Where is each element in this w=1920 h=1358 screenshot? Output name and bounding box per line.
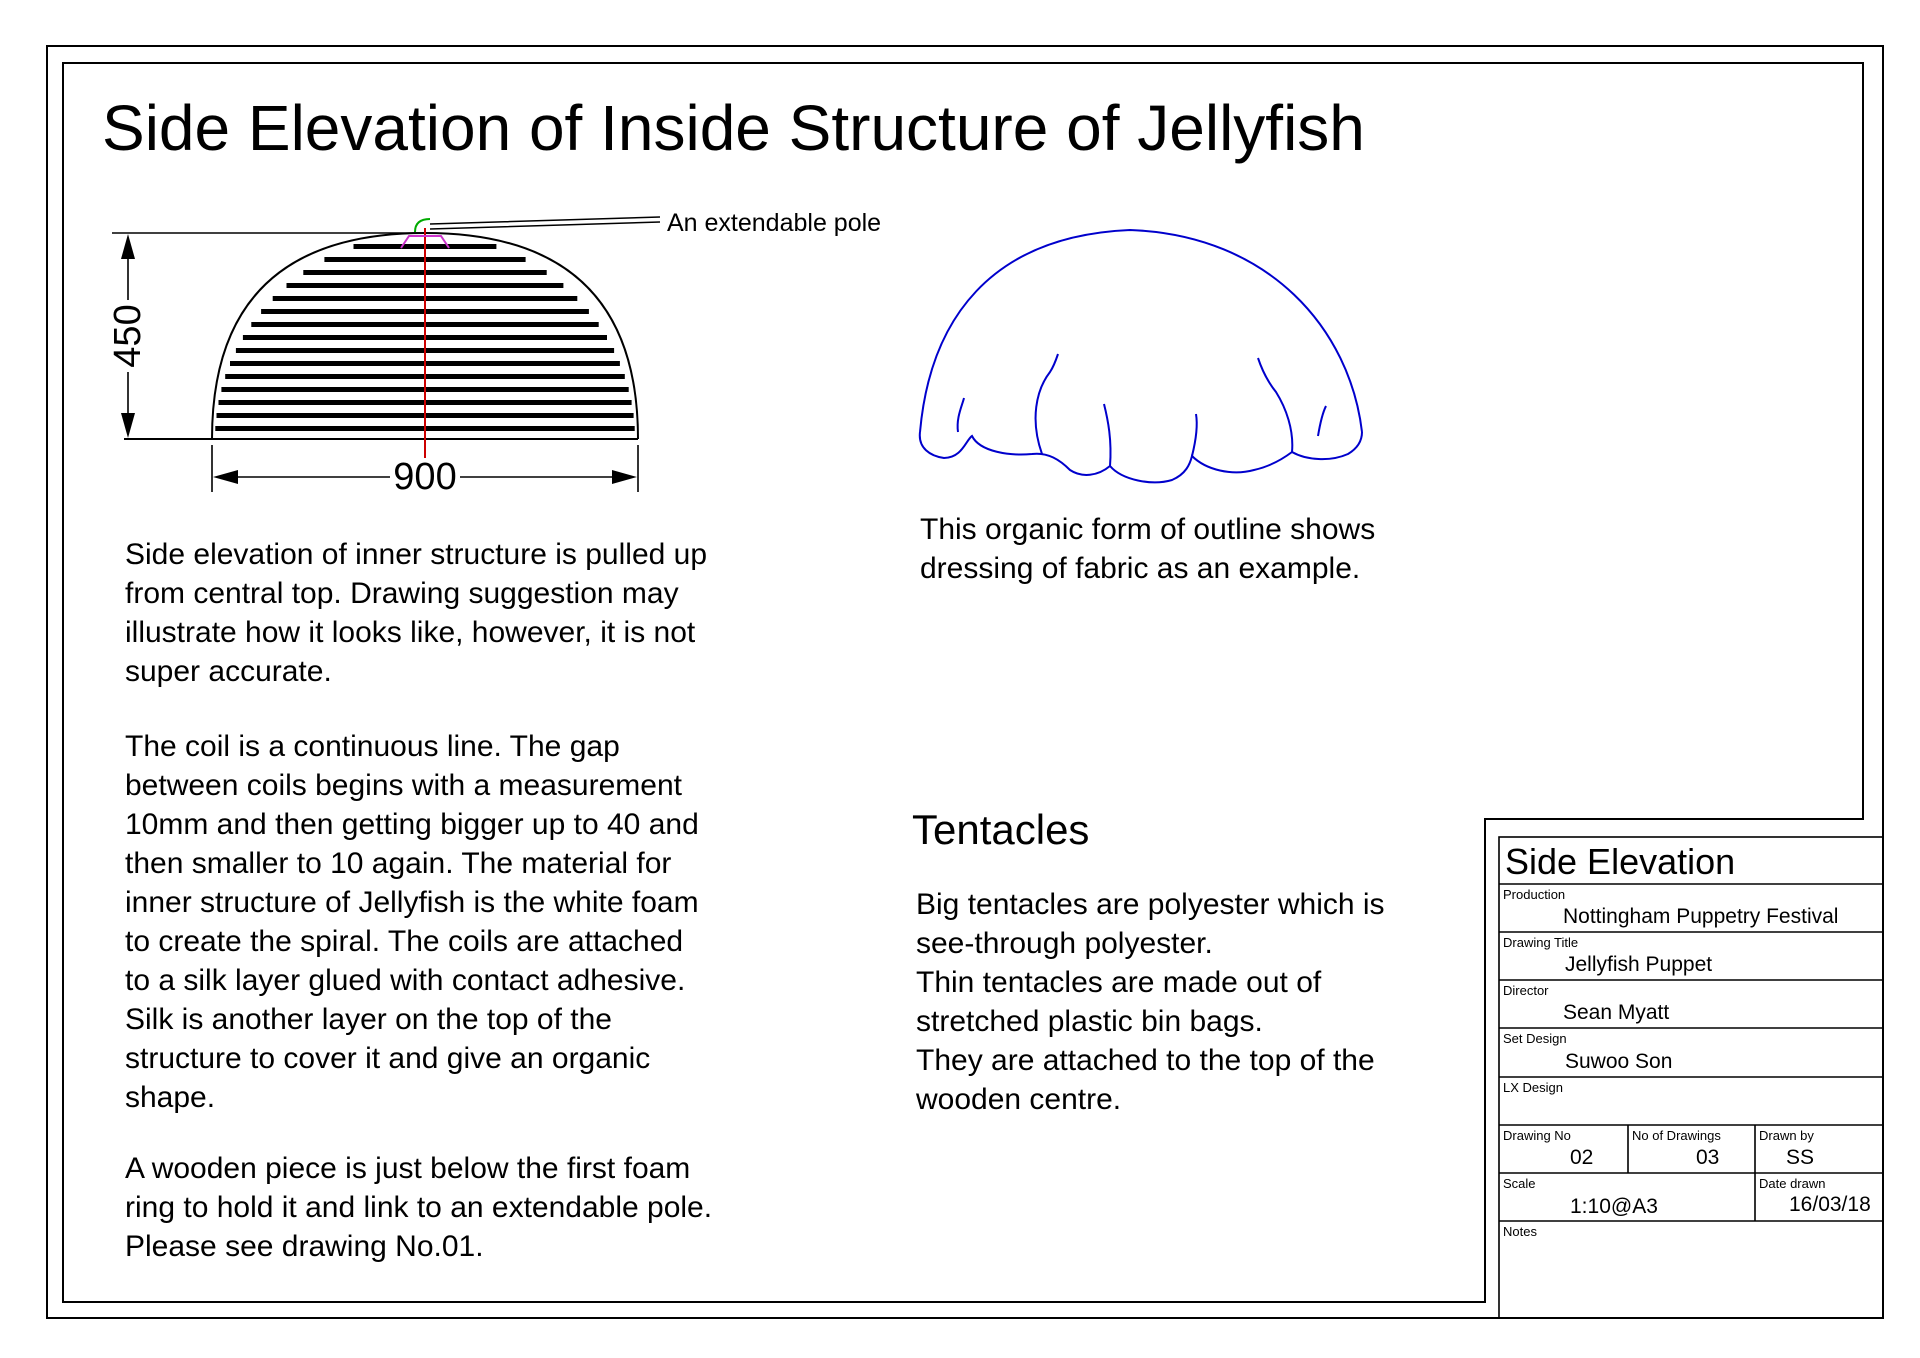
director-value: Sean Myatt	[1563, 1001, 1670, 1024]
date-drawn-value: 16/03/18	[1789, 1193, 1871, 1216]
coil-structure	[124, 217, 660, 458]
width-dimension-label: 900	[393, 456, 457, 498]
structure-note: Side elevation of inner structure is pulled up from central top. Drawing suggestion may illustrate how it looks like, however, it is not super accurate.	[125, 538, 708, 688]
organic-outline-caption: This organic form of outline shows dressing of fabric as an example.	[920, 513, 1376, 585]
drawing-no-value: 02	[1570, 1146, 1594, 1169]
set-design-label: Set Design	[1503, 1031, 1567, 1046]
production-value: Nottingham Puppetry Festival	[1563, 905, 1839, 928]
drawn-by-label: Drawn by	[1759, 1128, 1814, 1143]
no-of-drawings-value: 03	[1696, 1146, 1720, 1169]
drawing-title-value: Jellyfish Puppet	[1565, 953, 1713, 976]
height-dimension-label: 450	[107, 304, 149, 368]
tentacles-note: Big tentacles are polyester which is see-through polyester. Thin tentacles are made out of stretched plastic bin bags. They are attached to the top of the wooden centre.	[916, 888, 1385, 1116]
date-drawn-label: Date drawn	[1759, 1176, 1826, 1191]
coil-note: The coil is a continuous line. The gap between coils begins with a measurement 10mm and then getting bigger up to 40 and then smaller to 10 again. The material for inner structure of Jellyfish is the white foam to create the spiral. The coils are attached to a silk layer glued with contact adhesive. Silk is another layer on the top of the structure to cover it and give an organic shape.	[125, 730, 699, 1114]
callout-leader	[430, 217, 660, 229]
organic-outline	[920, 230, 1362, 482]
scale-label: Scale	[1503, 1176, 1536, 1191]
pole-top-hook	[415, 219, 430, 232]
wooden-piece-note: A wooden piece is just below the first foam ring to hold it and link to an extendable pole. Please see drawing No.01.	[125, 1152, 713, 1263]
drawn-by-value: SS	[1786, 1146, 1815, 1169]
drawing-no-label: Drawing No	[1503, 1128, 1571, 1143]
lx-design-label: LX Design	[1503, 1080, 1563, 1095]
pole-callout-label: An extendable pole	[667, 209, 882, 237]
no-of-drawings-label: No of Drawings	[1632, 1128, 1721, 1143]
set-design-value: Suwoo Son	[1565, 1050, 1673, 1073]
tentacles-heading: Tentacles	[912, 806, 1090, 853]
director-label: Director	[1503, 983, 1549, 998]
scale-value: 1:10@A3	[1570, 1195, 1658, 1218]
title-block-title: Side Elevation	[1505, 841, 1736, 882]
drawing-title-label: Drawing Title	[1503, 935, 1579, 950]
production-label: Production	[1503, 887, 1566, 902]
notes-label: Notes	[1503, 1224, 1537, 1239]
drawing-title: Side Elevation of Inside Structure of Jellyfish	[102, 92, 1365, 164]
